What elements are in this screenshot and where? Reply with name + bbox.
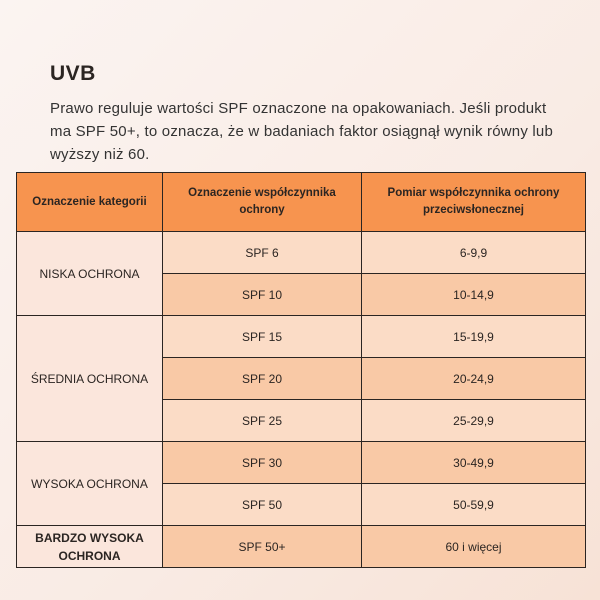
spf-value: SPF 50+ [163, 526, 362, 568]
table-row [17, 316, 586, 358]
spf-range: 6-9,9 [362, 232, 586, 274]
table-row [17, 442, 586, 484]
category-high: WYSOKA OCHRONA [17, 442, 163, 526]
spf-value: SPF 10 [163, 274, 362, 316]
spf-range: 60 i więcej [362, 526, 586, 568]
category-low: NISKA OCHRONA [17, 232, 163, 316]
header-spf-measurement: Pomiar współczynnika ochrony przeciwsłonecznej [362, 173, 586, 232]
spf-range: 50-59,9 [362, 484, 586, 526]
spf-value: SPF 50 [163, 484, 362, 526]
spf-value: SPF 30 [163, 442, 362, 484]
spf-table [16, 172, 586, 568]
header-category: Oznaczenie kategorii [17, 173, 163, 232]
spf-range: 10-14,9 [362, 274, 586, 316]
category-medium: ŚREDNIA OCHRONA [17, 316, 163, 442]
header-spf-label: Oznaczenie współczynnika ochrony [163, 173, 362, 232]
table-row [17, 526, 586, 568]
spf-range: 20-24,9 [362, 358, 586, 400]
table-header-row [17, 173, 586, 232]
spf-value: SPF 15 [163, 316, 362, 358]
spf-range: 25-29,9 [362, 400, 586, 442]
intro-paragraph: Prawo reguluje wartości SPF oznaczone na opakowaniach. Jeśli produkt ma SPF 50+, to oznacza, że w badaniach faktor osiągnął wynik równy lub wyższy niż 60. [50, 100, 554, 163]
spf-range: 15-19,9 [362, 316, 586, 358]
table-row [17, 232, 586, 274]
spf-value: SPF 6 [163, 232, 362, 274]
spf-value: SPF 20 [163, 358, 362, 400]
category-very-high: BARDZO WYSOKA OCHRONA [17, 526, 163, 568]
spf-value: SPF 25 [163, 400, 362, 442]
page-title: UVB [50, 62, 96, 85]
spf-range: 30-49,9 [362, 442, 586, 484]
